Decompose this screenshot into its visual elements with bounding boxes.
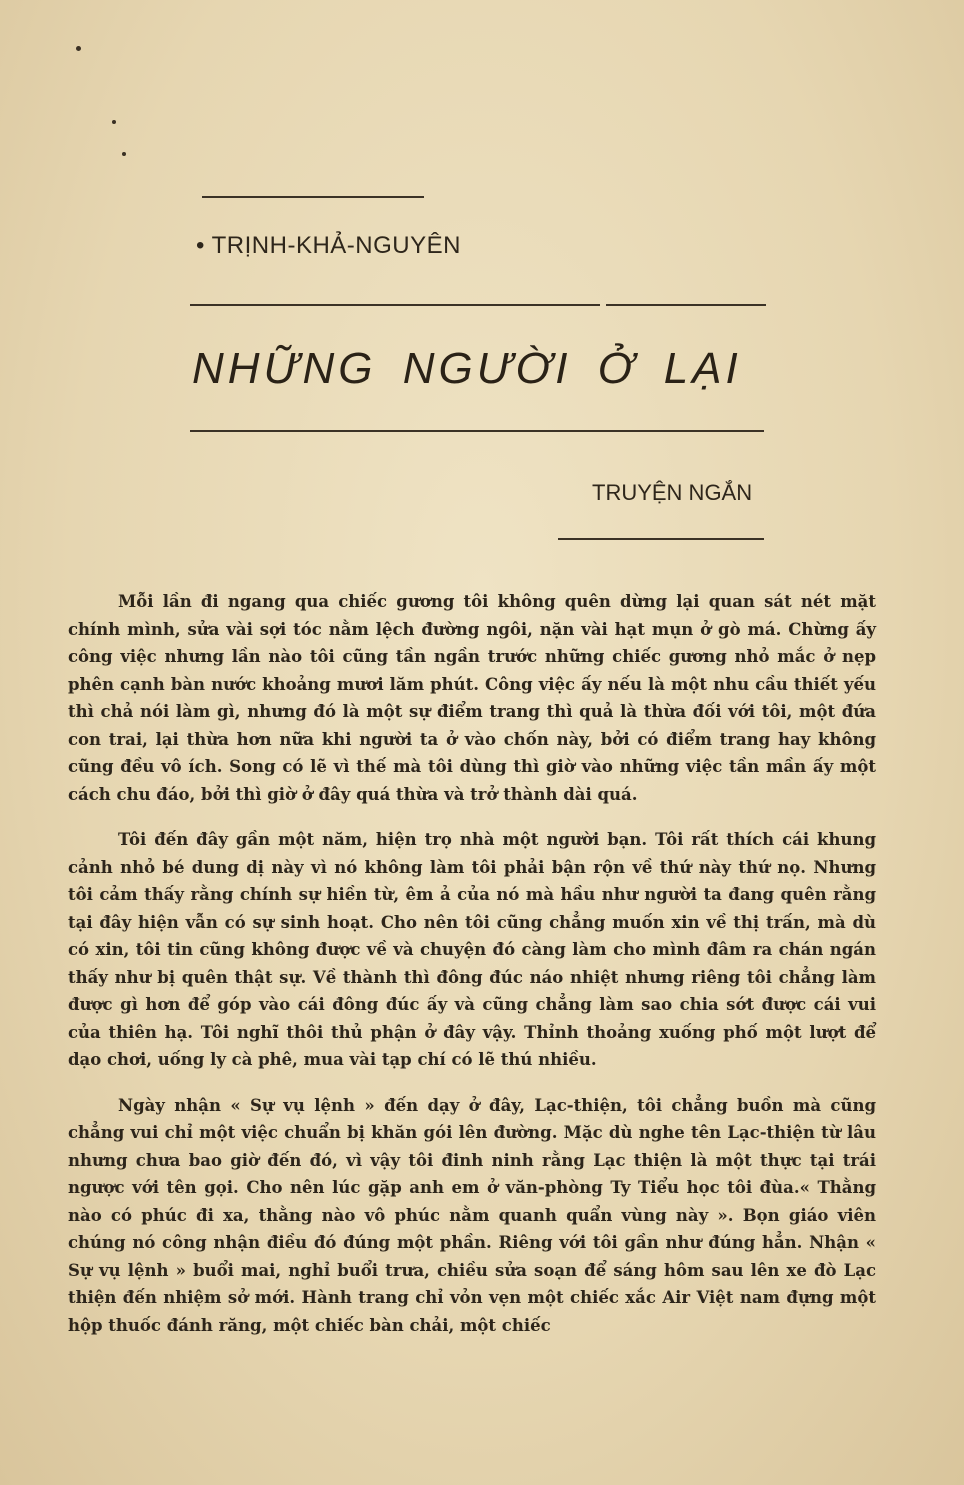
rule-above-title-left xyxy=(190,304,600,306)
paragraph: Ngày nhận « Sự vụ lệnh » đến dạy ở đây, Lạc-thiện, tôi chẳng buồn mà cũng chẳng vui chỉ một việc chuẩn bị khăn gói lên đường. Mặc dù nghe tên Lạc-thiện từ lâu nhưng chưa bao giờ đến đó, vì vậy tôi đinh ninh rằng Lạc thiện là một thực tại trái ngược với tên gọi. Cho nên lúc gặp anh em ở văn-phòng Ty Tiểu học tôi đùa.« Thằng nào có phúc đi xa, thằng nào vô phúc nằm quanh quẩn vùng này ». Bọn giáo viên chúng nó công nhận điều đó đúng một phần. Riêng với tôi gần như đúng hẳn. Nhận « Sự vụ lệnh » buổi mai, nghỉ buổi trưa, chiều sửa soạn để sáng hôm sau lên xe đò Lạc thiện đến nhiệm sở mới. Hành trang chỉ vỏn vẹn một chiếc xắc Air Việt nam đựng một hộp thuốc đánh răng, một chiếc bàn chải, một chiếc xyxy=(68,1095,876,1335)
genre-label: TRUYỆN NGẮN xyxy=(592,480,753,505)
rule-top xyxy=(202,196,424,198)
paper-speck xyxy=(112,120,116,124)
rule-below-title xyxy=(190,430,764,432)
paper-speck xyxy=(76,46,81,51)
paragraph: Mỗi lần đi ngang qua chiếc gương tôi không quên dừng lại quan sát nét mặt chính mình, sửa vài sợi tóc nằm lệch đường ngôi, nặn vài hạt mụn ở gò má. Chừng ấy công việc nhưng lần nào tôi cũng tần ngần trước những chiếc gương nhỏ mắc ở nẹp phên cạnh bàn nước khoảng mươi lăm phút. Công việc ấy nếu là một nhu cầu thiết yếu thì chả nói làm gì, nhưng đó là một sự điểm trang thì quả là thừa đối với tôi, một đứa con trai, lại thừa hơn nữa khi người ta ở vào chốn này, bởi có điểm trang hay không cũng đều vô ích. Song có lẽ vì thế mà tôi dùng thì giờ vào những việc tần mần ấy một cách chu đáo, bởi thì giờ ở đây quá thừa và trở thành dài quá. xyxy=(68,592,876,804)
rule-below-genre xyxy=(558,538,764,540)
paragraph: Tôi đến đây gần một năm, hiện trọ nhà một người bạn. Tôi rất thích cái khung cảnh nhỏ bé dung dị này vì nó không làm tôi phải bận rộn về thứ này thứ nọ. Nhưng tôi cảm thấy rằng chính sự hiền từ, êm ả của nó mà hầu như người ta đang quên rằng tại đây hiện vẫn có sự sinh hoạt. Cho nên tôi cũng chẳng muốn xin về thị trấn, mà dù có xin, tôi tin cũng không được về và chuyện đó càng làm cho mình đâm ra chán ngán thấy như bị quên thật sự. Về thành thì đông đúc náo nhiệt nhưng riêng tôi chẳng làm được gì hơn để góp vào cái đông đúc ấy và cũng chẳng làm sao chia sớt được cái vui của thiên hạ. Tôi nghĩ thôi thủ phận ở đây vậy. Thỉnh thoảng xuống phố một lượt để dạo chơi, uống ly cà phê, mua vài tạp chí có lẽ thú nhiều. xyxy=(68,830,876,1069)
article-body xyxy=(68,588,876,1357)
paper-speck xyxy=(122,152,126,156)
article-title: NHỮNG NGƯỜI Ở LẠI xyxy=(192,344,742,393)
author-name: • TRỊNH-KHẢ-NGUYÊN xyxy=(196,232,461,259)
rule-above-title-right xyxy=(606,304,766,306)
